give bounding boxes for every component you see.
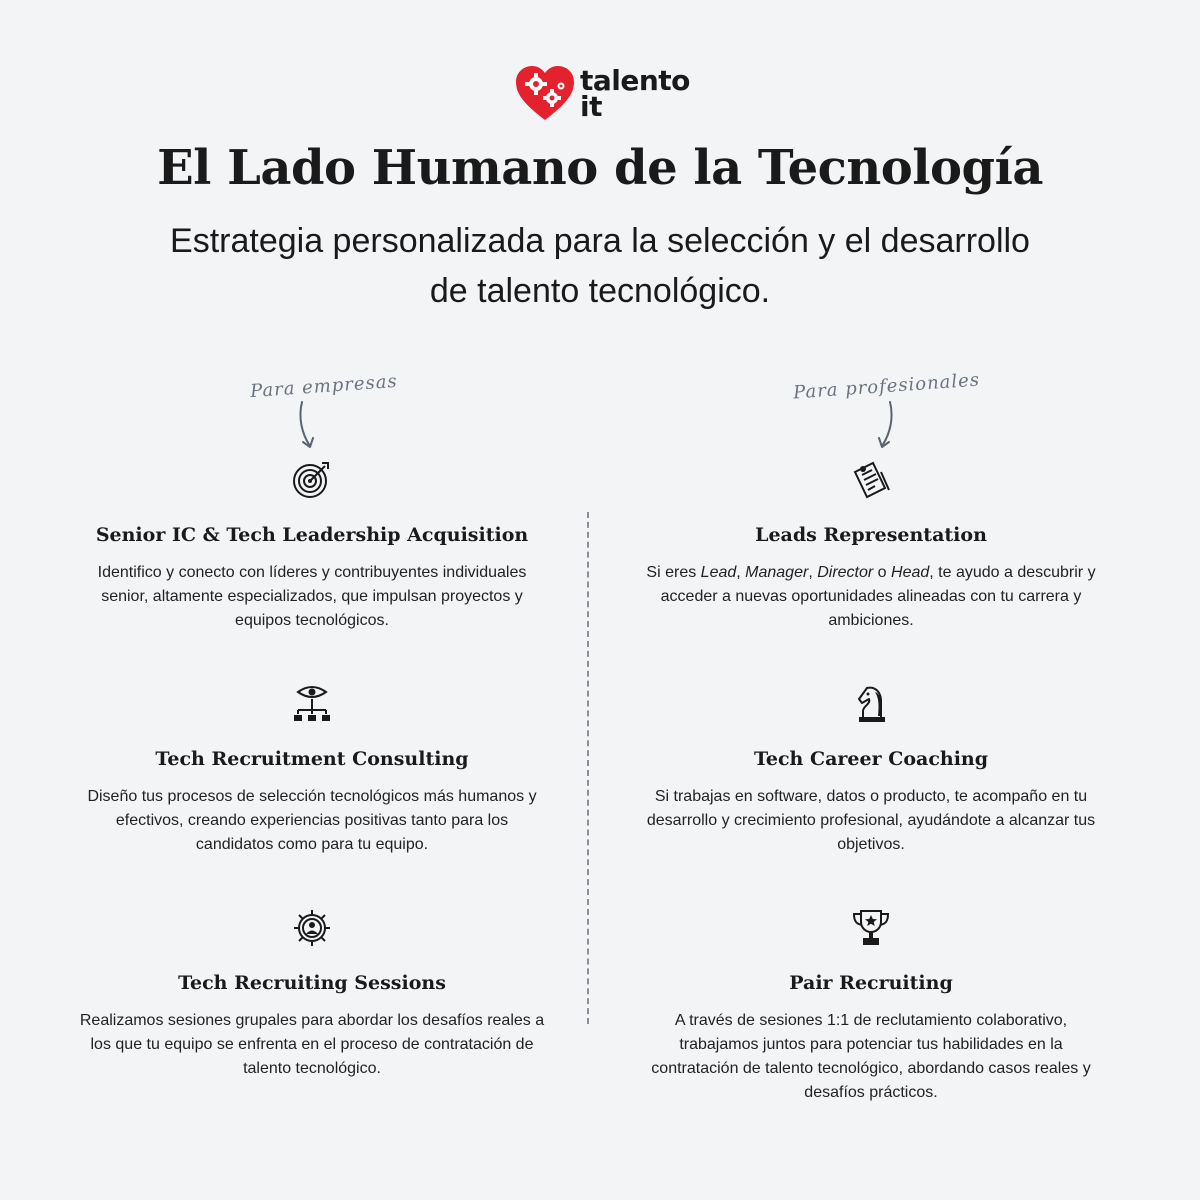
arrow-down-icon	[292, 400, 322, 452]
service-description: A través de sesiones 1:1 de reclutamiento colaborativo, trabajamos juntos para potenciar tus habilidades en la contratación de talento tecnológico, abordando casos reales y desafíos prácticos.	[651, 1012, 1091, 1101]
service-title: Leads Representation	[755, 524, 987, 546]
service-title: Pair Recruiting	[789, 972, 953, 994]
chess-knight-icon	[851, 684, 891, 724]
service-title: Tech Recruitment Consulting	[155, 748, 469, 770]
target-icon	[292, 460, 332, 500]
service-description: Identifico y conecto con líderes y contribuyentes individuales senior, altamente especializados, que impulsan proyectos y equipos tecnológicos.	[97, 564, 527, 629]
service-description: Realizamos sesiones grupales para abordar los desafíos reales a los que tu equipo se enfrenta en el proceso de contratación de talento tecnológico.	[79, 1012, 545, 1077]
brand-name-line2: it	[580, 90, 602, 123]
service-description: Si trabajas en software, datos o producto, te acompaño en tu desarrollo y crecimiento profesional, ayudándote a alcanzar tus objetivos.	[646, 788, 1096, 853]
arrow-down-icon	[872, 400, 902, 452]
brand-name	[580, 64, 690, 123]
service-card	[636, 908, 1106, 1105]
document-pen-icon	[851, 460, 891, 500]
service-card	[636, 684, 1106, 857]
service-title: Tech Career Coaching	[753, 748, 989, 770]
service-description: Si eres Lead, Manager, Director o Head, te ayudo a descubrir y acceder a nuevas oportunidades alineadas con tu carrera y ambiciones.	[646, 564, 1096, 629]
gear-person-icon	[292, 908, 332, 948]
brand-name-line1: talento	[580, 64, 690, 97]
service-title: Senior IC & Tech Leadership Acquisition	[95, 524, 529, 546]
page-title: El Lado Humano de la Tecnología	[157, 140, 1043, 196]
page-subtitle: Estrategia personalizada para la selección y el desarrollo de talento tecnológico.	[170, 222, 1030, 310]
heart-gears-icon	[514, 64, 576, 124]
brand-logo	[514, 64, 690, 124]
service-title: Tech Recruiting Sessions	[178, 972, 446, 994]
column-divider	[587, 512, 589, 1024]
service-card	[636, 460, 1106, 633]
audience-label-companies: Para empresas	[249, 370, 399, 403]
eye-network-icon	[292, 684, 332, 724]
service-card	[77, 684, 547, 857]
audience-label-professionals: Para profesionales	[792, 369, 981, 404]
trophy-icon	[851, 908, 891, 948]
service-description: Diseño tus procesos de selección tecnológicos más humanos y efectivos, creando experiencias positivas tanto para los candidatos como para tu equipo.	[87, 788, 537, 853]
service-card	[77, 460, 547, 633]
service-card	[77, 908, 547, 1081]
